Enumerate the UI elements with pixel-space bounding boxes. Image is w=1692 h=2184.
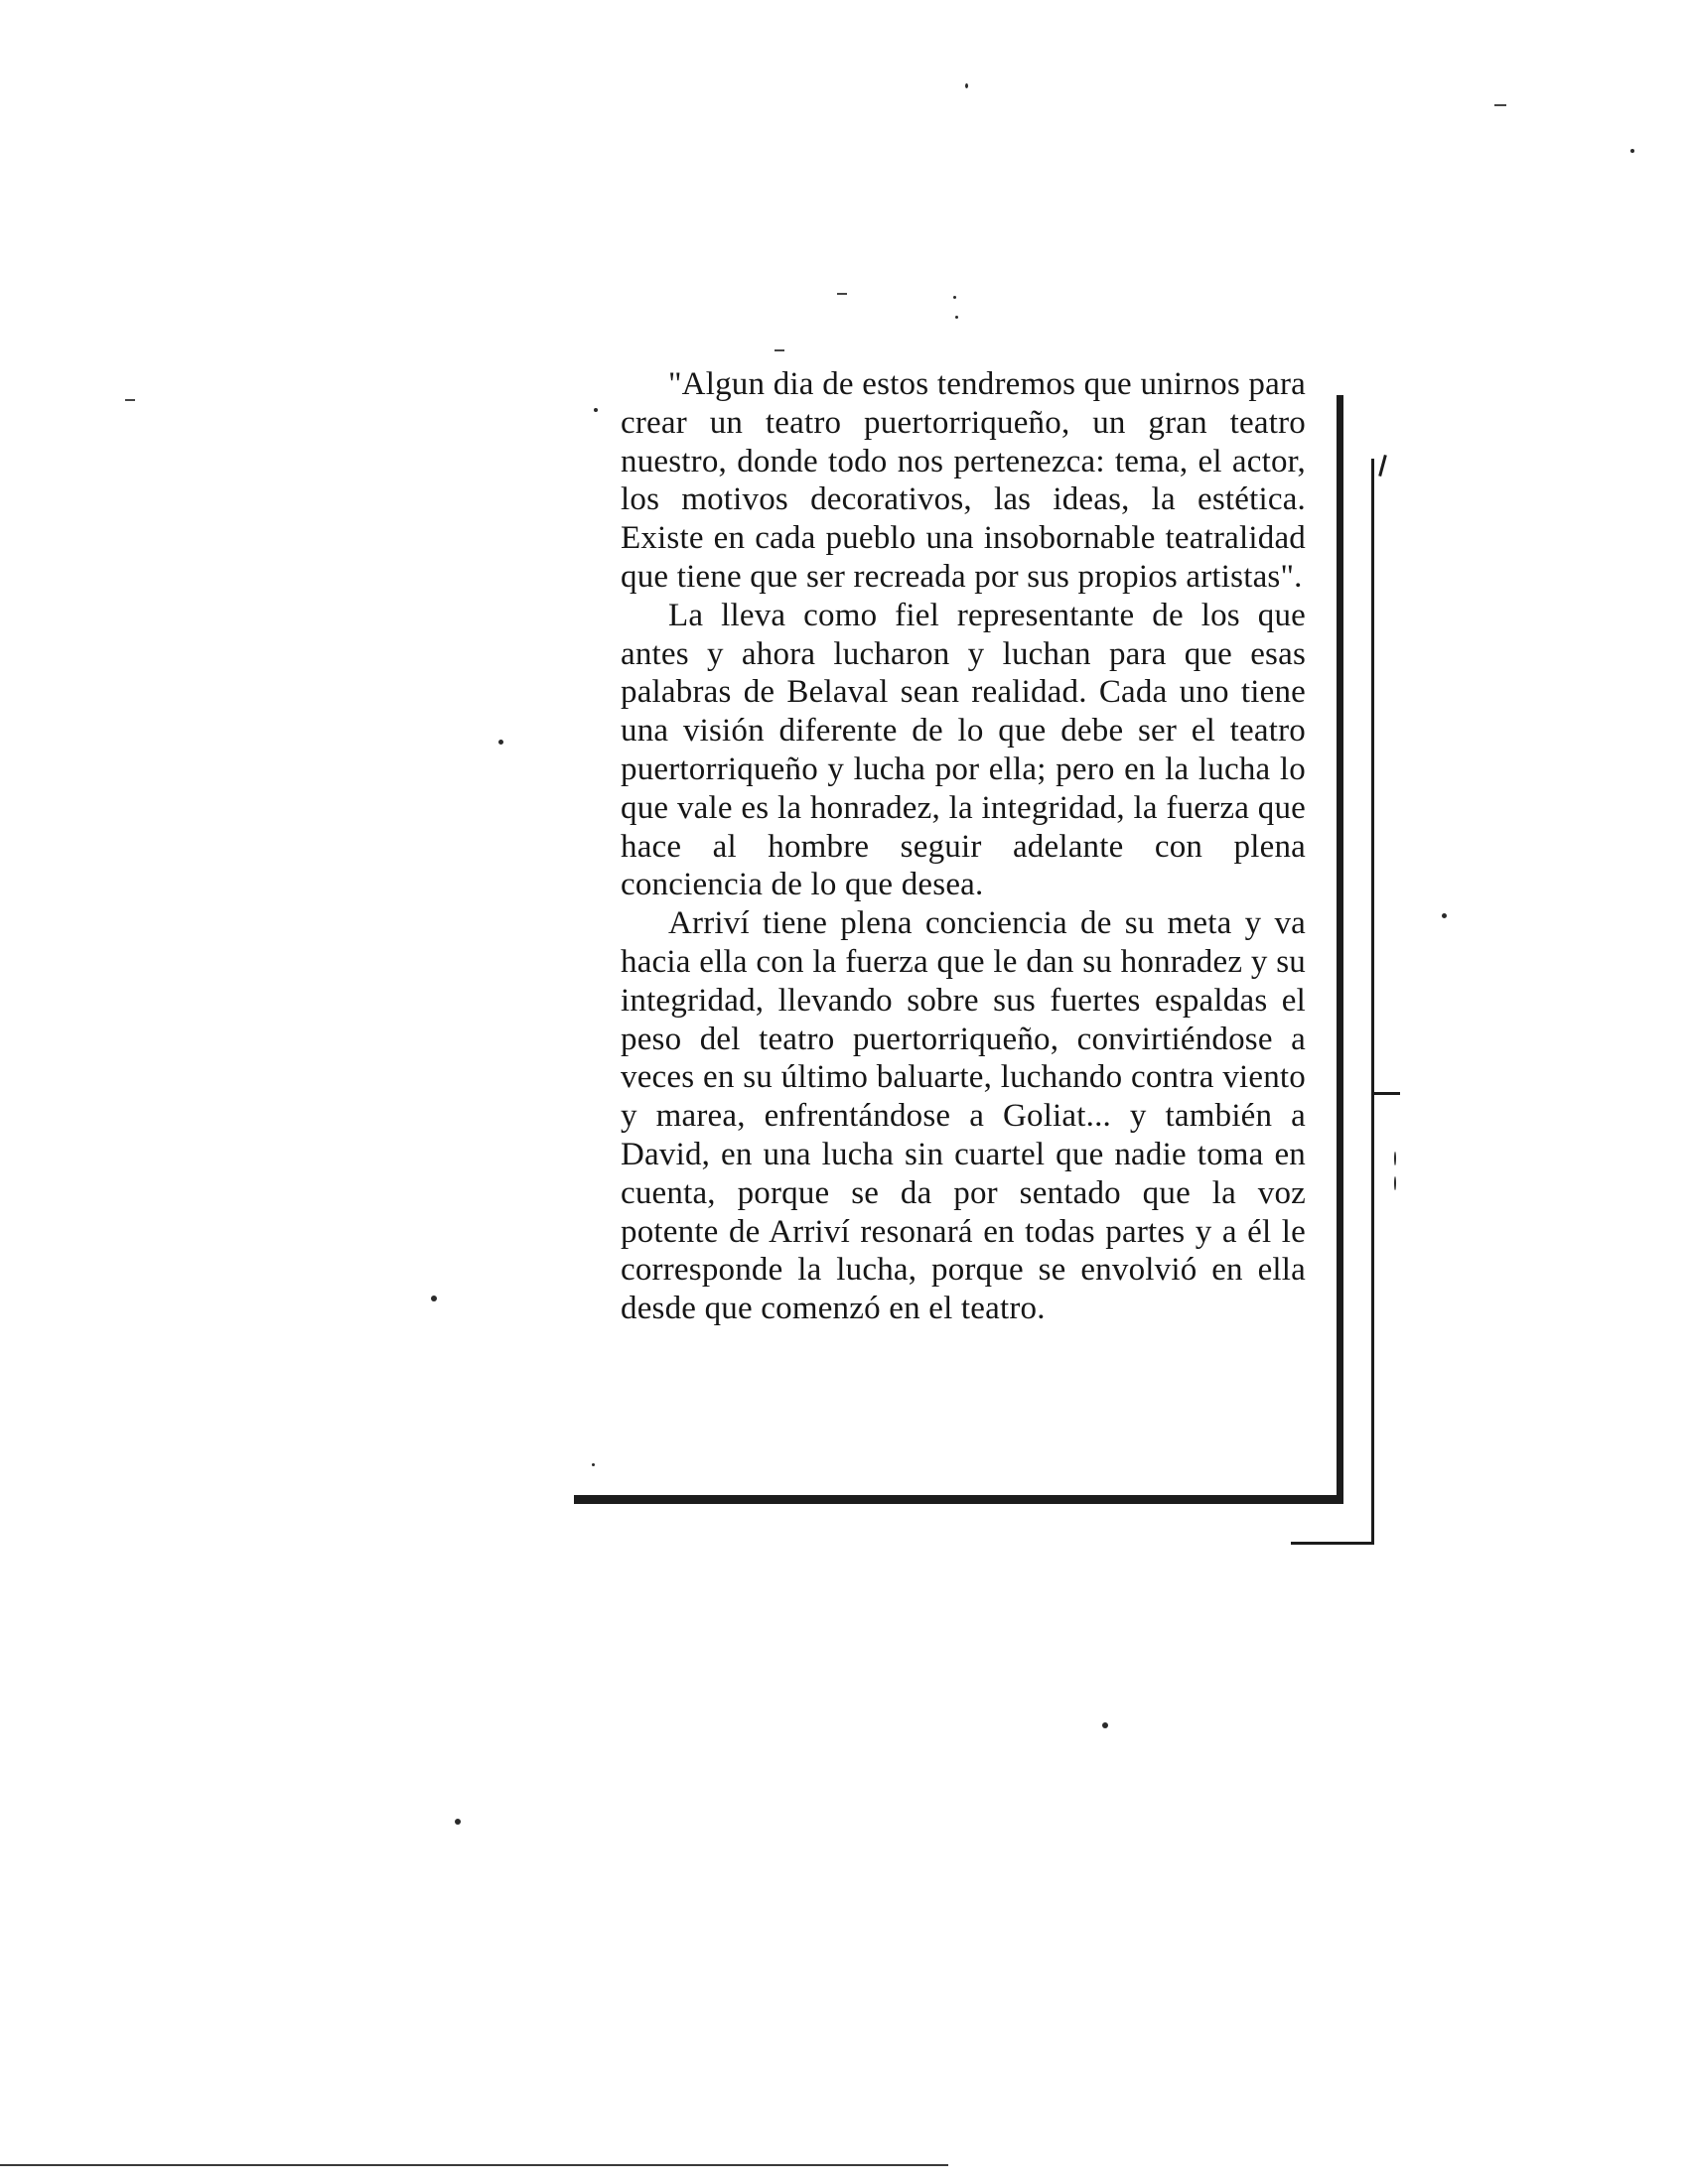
scan-dash: [775, 349, 784, 351]
scan-speck: [431, 1296, 437, 1301]
clipping-outer-bottom-rule: [1291, 1542, 1374, 1545]
page-bottom-line: [0, 2164, 948, 2166]
newspaper-clipping: [621, 365, 1306, 1328]
article-paragraph-3: Arriví tiene plena conciencia de su meta y va hacia ella con la fuerza que le dan su honradez y su integridad, llevando sobre sus fuertes espaldas el peso del teatro puertorriqueño, convirtiéndose a veces en su último baluarte, luchando contra viento y marea, enfrentándose a Goliat... y también a David, en una lucha sin cuartel que nadie toma en cuenta, porque se da por sentado que la voz potente de Arriví resonará en todas partes y a él le corresponde la lucha, porque se envolvió en ella desde que comenzó en el teatro.: [621, 905, 1306, 1327]
scan-speck: [592, 1463, 595, 1466]
article-body: [621, 365, 1306, 1328]
scan-speck: [455, 1819, 461, 1825]
scan-speck: [953, 296, 956, 299]
scan-speck: [1394, 1152, 1396, 1165]
scan-dash: [837, 293, 847, 295]
clipping-top-tick: [1378, 455, 1387, 477]
scan-speck: [955, 316, 958, 319]
scan-speck: [1394, 1176, 1396, 1190]
scan-speck: [1630, 149, 1634, 153]
scan-speck: [594, 408, 598, 412]
clipping-mid-tick: [1374, 1092, 1400, 1095]
scan-speck: [1102, 1722, 1108, 1728]
clipping-bottom-rule: [574, 1495, 1337, 1504]
article-paragraph-2: La lleva como fiel representante de los que antes y ahora lucharon y luchan para que esas palabras de Belaval sean realidad. Cada uno tiene una visión diferente de lo que debe ser el teatro puertorriqueño y lucha por ella; pero en la lucha lo que vale es la honradez, la integridad, la fuerza que hace al hombre seguir adelante con plena conciencia de lo que desea.: [621, 597, 1306, 903]
article-paragraph-1: "Algun dia de estos tendremos que unirnos para crear un teatro puertorriqueño, un gran teatro nuestro, donde todo nos pertenezca: tema, el actor, los motivos decorativos, las ideas, la estética. Existe en cada pueblo una insobornable teatralidad que tiene que ser recreada por sus propios artistas".: [621, 366, 1306, 595]
scan-speck: [1442, 913, 1447, 918]
clipping-right-rule: [1337, 395, 1343, 1504]
scan-dash: [125, 399, 135, 401]
scan-speck: [965, 83, 968, 88]
scan-speck: [498, 740, 503, 745]
clipping-outer-right-rule: [1371, 459, 1374, 1544]
scan-dash: [1494, 104, 1506, 106]
